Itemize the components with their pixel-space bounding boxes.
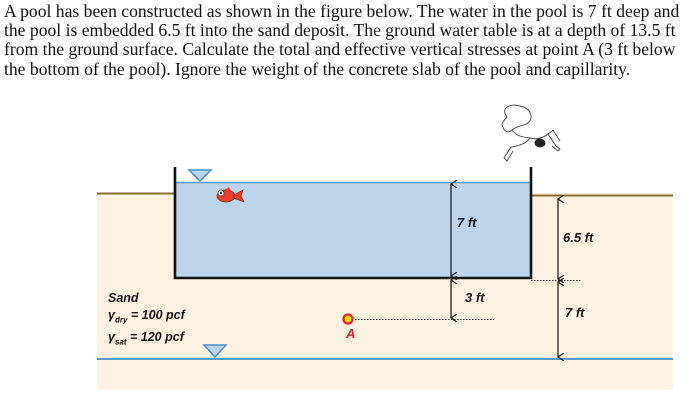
problem-line-2: the pool is embedded 6.5 ft into the sand deposit. The ground water table is at a depth of 13.5 ft — [4, 20, 676, 41]
problem-line-1: A pool has been constructed as shown in the figure below. The water in the pool is 7 ft deep and — [4, 1, 680, 21]
gamma-sat-row — [108, 329, 185, 351]
point-a-marker — [344, 315, 353, 324]
problem-line-4: the bottom of the pool). Ignore the weight of the concrete slab of the pool and capillarity. — [4, 58, 631, 79]
diver-figure-icon — [502, 105, 560, 161]
gamma-dry-value: = 100 pcf — [130, 308, 185, 322]
gamma-dry-symbol: γ — [108, 308, 115, 322]
soil-name: Sand — [108, 291, 139, 305]
dim-below-pool-label: 3 ft — [465, 290, 485, 305]
water-level-triangle-icon — [189, 170, 211, 181]
problem-line-3: from the ground surface. Calculate the total and effective vertical stresses at point A (3 ft below — [4, 39, 676, 60]
gamma-dry-row — [108, 307, 185, 329]
gamma-sat-value: = 120 pcf — [130, 329, 184, 344]
gamma-sat-subscript: sat — [114, 337, 127, 346]
soil-properties — [108, 290, 185, 350]
point-a-label: A — [346, 326, 356, 341]
gamma-dry-subscript: dry — [114, 315, 128, 325]
dim-embedment-label: 6.5 ft — [563, 230, 594, 245]
dim-to-water-table-label: 7 ft — [565, 305, 585, 320]
gamma-sat-symbol: γ — [108, 329, 115, 344]
dim-water-depth-label: 7 ft — [457, 215, 477, 230]
